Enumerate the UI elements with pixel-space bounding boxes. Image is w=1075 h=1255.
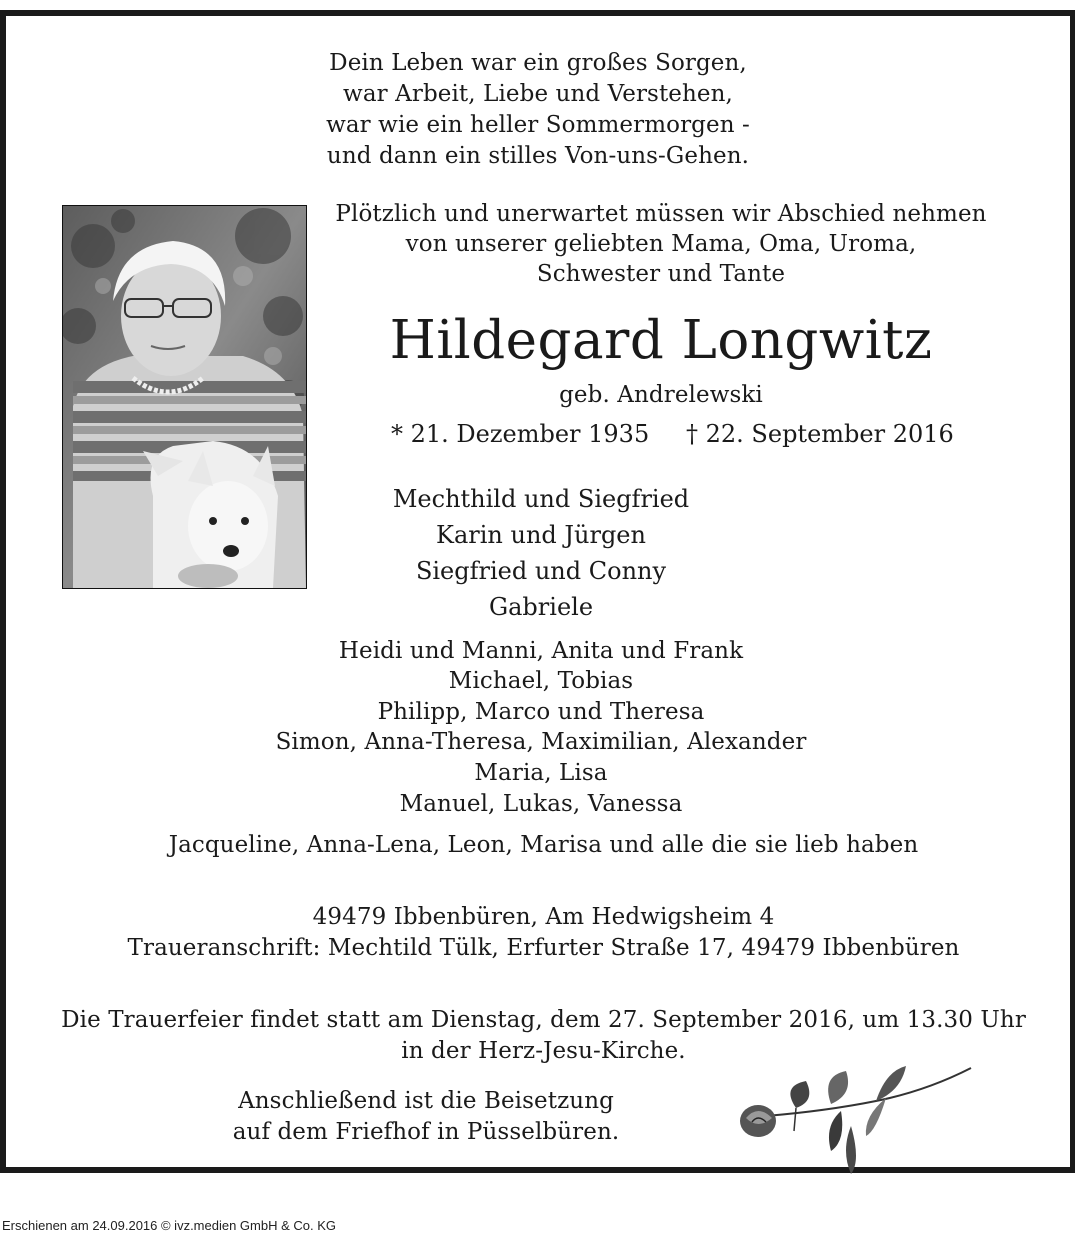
death-date: † 22. September 2016 (686, 420, 954, 448)
publication-footer: Erschienen am 24.09.2016 © ivz.medien GmbH & Co. KG (2, 1218, 337, 1233)
service-line: in der Herz-Jesu-Kirche. (401, 1038, 686, 1064)
family-line: Philipp, Marco und Theresa (377, 699, 705, 725)
poem-line: und dann ein stilles Von-uns-Gehen. (326, 143, 750, 169)
address-line: Traueranschrift: Mechtild Tülk, Erfurter Straße 17, 49479 Ibbenbüren (127, 935, 960, 961)
family-line: Heidi und Manni, Anita und Frank (338, 638, 744, 664)
address-line: 49479 Ibbenbüren, Am Hedwigsheim 4 (312, 904, 775, 930)
announcement-line: von unserer geliebten Mama, Oma, Uroma, (405, 231, 917, 257)
birth-date: * 21. Dezember 1935 (391, 420, 650, 448)
family-line: Karin und Jürgen (436, 521, 646, 549)
family-line: Maria, Lisa (474, 760, 608, 786)
obituary-frame (0, 10, 1075, 1173)
maiden-name: geb. Andrelewski (559, 382, 763, 408)
poem-line: war wie ein heller Sommermorgen - (326, 112, 750, 138)
burial-line: Anschließend ist die Beisetzung (238, 1088, 614, 1114)
announcement-line: Schwester und Tante (536, 261, 786, 287)
service-line: Die Trauerfeier findet statt am Dienstag, dem 27. September 2016, um 13.30 Uhr (61, 1007, 1026, 1033)
family-line: Siegfried und Conny (415, 557, 667, 585)
great-grandchildren-line: Jacqueline, Anna-Lena, Leon, Marisa und alle die sie lieb haben (168, 832, 919, 858)
poem-line: war Arbeit, Liebe und Verstehen, (343, 81, 733, 107)
family-line: Mechthild und Siegfried (392, 485, 690, 513)
family-line: Manuel, Lukas, Vanessa (399, 791, 683, 817)
announcement-line: Plötzlich und unerwartet müssen wir Abschied nehmen (335, 201, 987, 227)
family-line: Michael, Tobias (448, 668, 634, 694)
rose-icon (736, 1056, 976, 1181)
deceased-name: Hildegard Longwitz (389, 310, 933, 371)
poem-line: Dein Leben war ein großes Sorgen, (329, 50, 747, 76)
burial-line: auf dem Friefhof in Püsselbüren. (232, 1119, 620, 1145)
family-line: Gabriele (488, 593, 594, 621)
family-line: Simon, Anna-Theresa, Maximilian, Alexander (275, 729, 807, 755)
